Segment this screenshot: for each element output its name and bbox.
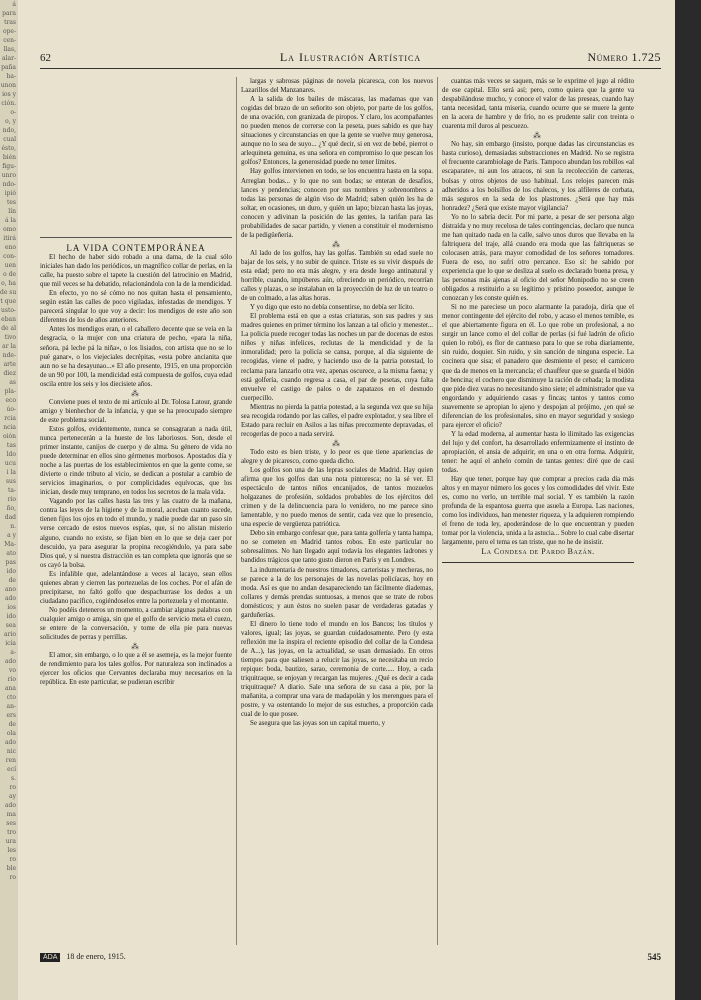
- margin-fragment: ucu: [4, 460, 16, 467]
- paragraph: Se asegura que las joyas son un capital muerto, y: [250, 720, 386, 728]
- margin-fragment: tro: [7, 829, 16, 836]
- paragraph: Vagando por las calles hasta las tres y las cuatro de la mañana, contra las leyes de la higiene y de la moral, acechan cuanto sucede, tienen fijos los ojos en todo el mundo, y nadie puede dar un paso sin verse cercado de estos nuevos espías, que, si no alistan misterio alguno, cuando no existe, se fijan bien en lo que se deja caer por descuido, ya para asegurar la propina recogiéndolo, ya para sabe Dios qué, y si nuestra distracción es tan completa que ignorás que se os cayó la bolsa.: [40, 498, 232, 569]
- column-3: [442, 77, 634, 945]
- paragraph: Estos golfos, evidentemente, nunca se consagraran a nada útil, nunca pertenecerán a la hueste de los laboriosos. Son, desde el primer instante, canijos de cuerpo y de alma. Su género de vida no puede determinar en ellos sino gérmenes morbosos. Apostados día y noche a las puertas de los establecimientos en que la gente come, se divierte o rinde tributo al vicio, se dedican a postular a cambio de servicios imaginarios, o por complicidades equívocas, que los inician, desde muy temprano, en todos los secretos de la mala vida.: [40, 425, 232, 497]
- paragraph: cuantas más veces se saquen, más se le exprime el jugo al rédito de ese capital. Ello será así; pero, como quiera que la gente va despabilándose mucho, y conoce el valor de las preseas, cuando hay tanta necesidad, tanta miseria, cuando ocurre que se muere la gente en la acera de hambre y de frío, no es prudente salir con treinta o cuarenta mil duros al pescuezo.: [442, 78, 634, 131]
- paragraph-group: [241, 448, 433, 728]
- margin-fragment: eban: [1, 316, 16, 323]
- margin-fragment: icía: [5, 640, 16, 647]
- margin-fragment: ncia: [3, 424, 16, 431]
- issue-badge: ÁDA: [40, 953, 60, 962]
- margin-fragment: tas: [6, 442, 16, 449]
- margin-fragment: de al: [1, 325, 16, 332]
- margin-fragment: o-: [10, 109, 16, 116]
- margin-fragment: ma: [6, 811, 16, 818]
- margin-fragment: ta-: [7, 487, 16, 494]
- column-1: [40, 77, 232, 945]
- column-rule: [437, 77, 438, 945]
- margin-fragment: llas,: [3, 46, 16, 53]
- margin-fragment: ción.: [1, 100, 16, 107]
- margin-fragment: ble: [6, 865, 16, 872]
- paragraph: Y yo digo que esto no debía consentirse, no debía ser lícito.: [250, 304, 415, 312]
- paragraph-group: [40, 651, 232, 687]
- margin-fragment: itirá: [3, 235, 16, 242]
- paragraph: La indumentaria de nuestros timadores, carteristas y mecheras, no se parece a la de los personajes de las novelas policíacas, hoy en moda. Así es que no andan desapareciendo tan fácilmente diademas, collares y demás prendas suntuosas, a menos que se trate de robos domésticos; y aun éstos no suelen pasar de verdaderas gatadas y garduñerías.: [241, 566, 433, 619]
- margin-fragment: ura: [5, 838, 16, 845]
- margin-fragment: eno: [4, 244, 16, 251]
- margin-fragment: i la: [6, 469, 16, 476]
- paragraph: Conviene pues el texto de mi artículo al Dr. Tolosa Latour, grande amigo y bienhechor de la infancia, y que se ha preocupado siempre de este problema social.: [40, 398, 232, 424]
- margin-fragment: cto: [6, 694, 16, 701]
- column-2: [241, 77, 433, 945]
- margin-fragment: ro: [9, 874, 16, 881]
- margin-fragment: ses: [6, 820, 16, 827]
- margin-fragment: ado: [4, 739, 16, 746]
- publication-title: La Ilustración Artística: [279, 50, 422, 64]
- margin-fragment: con-: [3, 253, 16, 260]
- margin-fragment: ato: [6, 550, 16, 557]
- margin-fragment: paña: [1, 64, 16, 71]
- margin-fragment: nic: [6, 748, 16, 755]
- section-title: LA VIDA CONTEMPORÁNEA: [66, 243, 206, 253]
- margin-fragment: ro: [9, 856, 16, 863]
- page-number: 62: [40, 52, 51, 64]
- scan-border: [675, 0, 701, 1000]
- margin-fragment: ana: [4, 685, 16, 692]
- margin-fragment: úo-: [6, 406, 16, 413]
- margin-fragment: vo: [8, 667, 16, 674]
- margin-fragment: á la: [5, 217, 16, 224]
- margin-fragment: tras: [4, 19, 16, 26]
- margin-fragment: arte: [3, 361, 16, 368]
- margin-fragment: alar-: [2, 55, 16, 62]
- margin-fragment: ha-: [6, 73, 16, 80]
- margin-fragment: tivo: [4, 334, 16, 341]
- margin-fragment: lín: [8, 208, 16, 215]
- margin-fragment: figu-: [2, 163, 16, 170]
- margin-fragment: eco: [5, 397, 16, 404]
- asterism: ⁂: [131, 388, 141, 398]
- paragraph: Todo esto es bien triste, y lo peor es que tiene apariencias de alegre y de picaresco, como queda dicho.: [241, 448, 433, 465]
- margin-fragment: ren: [5, 757, 16, 764]
- margin-fragment: pas: [5, 559, 16, 566]
- margin-fragment: dad: [4, 514, 16, 521]
- margin-fragment: rcia: [4, 415, 16, 422]
- adjacent-page-edge: [0, 0, 19, 1000]
- margin-fragment: ario: [4, 631, 16, 638]
- paragraph: Es infalible que, adelantándose a veces al lacayo, sean ellos quienes abran y cierren las portezuelas de los coches. Por el afán de precipitarse, no faltó golfo que despachurrase los dedos a un ciudadano pacífico, cogiéndoselos entre la portezuela y el montante.: [40, 570, 232, 605]
- paragraph: El dinero lo tiene todo el mundo en los Bancos; los títulos y valores, igual; las joyas, se guardan cuidadosamente. Pero (y esta reflexión me la inspira el reciente episodio del collar de la Condesa de A...), las joyas, en la actualidad, se usan demasiado. En otros tiempos para que saliesen a relucir las joyas, se necesitaba un recio repique: boda, bautizo, sarao, ceremonia de corte..... Hoy, a cada triquitraque, se enjoyan y recargan las mujeres. ¿Qué es decir a cada triquitraque? A diario. Sale una señora de su casa a pie, por la mañanita, a comprar una vara de madapolán y los merengues para el postre, y va ostentando lo mejor de sus estuches, a proporción cada cual de lo que posee.: [241, 620, 433, 719]
- margin-fragment: a y: [7, 532, 16, 539]
- margin-fragment: ios y: [2, 91, 16, 98]
- column-rule: [236, 77, 237, 945]
- paragraph: Si no me pareciese un poco alarmante la paradoja, diría que el menor contingente del ejército del robo, y acaso el menos temible, es el que abiertamente figura en él. Lo que robe un profesional, a no surgir un lance como el del collar de perlas (si fué ladrón de oficio quien lo robó), es flor de cantueso para lo que se roba diariamente, sin ruido, doquier. Sin ruido, y sin sanción de ninguna especie. La cocinera que sisa; el panadero que desmiente el peso; el carnicero que da de menos en la mercancía; el chauffeur que se guarda el bidón de bencina; el cochero que disminuye la ración de cebada; la modista que pide diez varas no necesitando sino siete; el administrador que va engordando y adquiriendo casas y fincas; tantos y tantos como suavemente se apropian lo ajeno y despojan al prójimo, ¿en qué se diferencian de los profesionales, sino en mayor seguridad y sosiego para ejercer el oficio?: [442, 304, 634, 429]
- paragraph: A la salida de los bailes de máscaras, las madamas que van cogidas del brazo de un señorito son objeto, por parte de los golfos, de una ovación, con granizada de piropos. Y claro, los acompañantes no pueden menos de correrse con la peseta, pues sabido es que hay situaciones y circunstancias en que la gente se vuelve muy generosa, aunque no lo sea de suyo... ¿Y qué decir, si en vez de bebé, pierrot o arlequineta genuina, es una señora en compromiso lo que pescan los golfos? Entonces, la generosidad puede no tener límites.: [241, 96, 433, 167]
- paragraph: El problema está en que a estas criaturas, son sus padres y sus madres quienes en primer término los lanzan a tal oficio y menester... La policía puede recoger todas las noches un par de docenas de estos niños y niñas infelices, reclutas de la mendicidad y de la inmoralidad; pero la policía se cansa, porque, al día siguiente de recogidas, viene el padre, y haciendo uso de la patria potestad, lo reclama para lanzarlo otra vez, apenas oscurece, a la misma faena; y está golfería, cuando regresa a casa, el par de pesetas, cuya falta envuelve el castigo de palos o de zapatazos en el desnudo cuerpecillo.: [241, 313, 433, 402]
- margin-fragment: ldo: [6, 451, 16, 458]
- margin-fragment: de: [8, 721, 16, 728]
- margin-fragment: cual: [3, 136, 16, 143]
- magazine-page: [18, 0, 701, 1000]
- margin-fragment: t que: [0, 298, 16, 305]
- margin-fragment: ers: [6, 712, 16, 719]
- signature-rule: [442, 562, 634, 563]
- margin-fragment: unon: [0, 82, 16, 89]
- margin-fragment: sus: [5, 478, 16, 485]
- paragraph: El hecho de haber sido robado a una dama, de la cual sólo iniciales han dado los periódicos, un magnífico collar de perlas, en la calle, ha puesto sobre el tapete la cuestión del latrocinio en Madrid, que mil veces se ha debatido, relacionándola con la de la mendicidad.: [40, 254, 232, 289]
- margin-fragment: ola: [6, 730, 16, 737]
- asterism: ⁂: [131, 642, 141, 652]
- running-header: [40, 48, 661, 69]
- margin-fragment: ndo,: [2, 127, 16, 134]
- margin-fragment: diez: [3, 370, 16, 377]
- margin-fragment: omo: [3, 226, 16, 233]
- paragraph: Yo no lo sabría decir. Por mi parte, a pesar de ser persona algo distraída y no muy recelosa de tales contingencias, declaro que nunca me han quitado nada en la calle, salvo unos duros que llevaba en la faltriquera del traje, allá cuando era moda que las faltriqueras se colocasen atrás, para mayor comodidad de los señores tomadores. Fuera de eso, no sufrí otro percance. Eso sí: he sabido por experiencia que lo que se desliza al suelo es declarado buena presa, y las personas más ajenas al oficio del señor Monipodio no se creen obligados a restituirlo a su legítimo y prístino poseedor, aunque le conozcan y les conste quién es.: [442, 213, 634, 303]
- margin-fragment: unro: [1, 172, 16, 179]
- margin-fragment: Ma-: [4, 541, 16, 548]
- margin-fragment: ecí: [7, 766, 16, 773]
- paragraph-group: [442, 77, 634, 131]
- margin-fragment: uen: [4, 262, 16, 269]
- margin-fragment: ado: [4, 802, 16, 809]
- author-signature: La Condesa de Pardo Bazán.: [481, 547, 595, 557]
- paragraph-group: [40, 253, 232, 389]
- margin-fragment: para: [2, 10, 16, 17]
- asterism: ⁂: [332, 438, 342, 448]
- paragraph: No hay, sin embargo (insisto, porque dadas las circunstancias es hasta curioso), demasiadas substracciones en Madrid. No se registra el frecuente carambiolage de París. Tampoco abundan los robillos «al escaparate», ni aun los atracos, ni sun la recolección de carteras, bolsas y otros objetos de uso habitual. Los relojes parecen más adheridos a los bolsillos de los chalecos, y los alfileres de corbata, más seguros en la seda de los plastrones. ¿Será que hay más honradez? ¿Será que existe mayor vigilancia?: [442, 141, 634, 212]
- page-footer: [40, 952, 661, 966]
- margin-fragment: s.: [11, 775, 16, 782]
- margin-fragment: ido: [6, 613, 16, 620]
- margin-fragment: ido: [6, 568, 16, 575]
- margin-fragment: o, y: [5, 118, 16, 125]
- paragraph-group: [241, 249, 433, 439]
- margin-fragment: ro: [9, 784, 16, 791]
- section-rule: [40, 237, 232, 238]
- paragraph: En efecto, yo no sé cómo no nos quitan hasta el pensamiento, según están las calles de poco vigiladas, infestadas de mendigos. Y parecerá singular lo que voy a decir: los mendigos de este año son diferentes de los de años anteriores.: [40, 290, 232, 325]
- paragraph: Debo sin embargo confesar que, para tanta golfería y tanta hampa, no se cometen en Madrid tantos robos. En este particular no sobresalimos. No han llegado aquí todavía los elegantes ladrones y bandidos trágicos que tanto gusto dieron en París y en Londres.: [241, 530, 433, 565]
- paragraph: Antes los mendigos eran, o el caballero decente que se veía en la desgracia, o la mujer con una criatura de pecho, «para la niña, señora, pá leche pá la niña», o los lisiados, con artista que no se lo pué ganar», o los viejeciales decrépitas, «esta pobre ancianita que aun no se ha desayunao...» El año presente, 1915, en una proporción de un 90 por 100, la mendicidad está compuesta de golfos, cuya edad oscila entre los seis y los diecisiete años.: [40, 326, 232, 388]
- margin-fragment: as: [9, 379, 16, 386]
- margin-fragment: pla-: [4, 388, 16, 395]
- paragraph-group: [241, 77, 433, 240]
- margin-fragment: ope-: [2, 28, 16, 35]
- margin-fragment: á: [12, 1, 16, 8]
- margin-fragment: bién: [2, 154, 16, 161]
- margin-fragment: ay: [9, 793, 16, 800]
- margin-fragment: rio: [7, 496, 16, 503]
- margin-fragment: sea: [5, 622, 16, 629]
- paragraph: Hay que tener, porque hay que comprar a precios cada día más altos y en mayor número los goces y los comodidades del vivir. Este es, como no verlo, un terrible mal social. Y es también la razón profunda de la espantosa guerra que asuela a Europa. Las naciones, como los individuos, han menester riqueza, y la adquieren rompiendo el freno de toda ley, apoderándose de lo que encuentran y pueden tomar por la violencia, unida a la astucia... Sobre lo cual cabe disertar largamente, pero el tema es tan triste, que no he de insistir.: [442, 476, 634, 547]
- paragraph: El amor, sin embargo, o lo que a él se asemeja, es la mejor fuente de rendimiento para los tales golfos. Por naturaleza son inclinados a ejercer los oficios que Cervantes declaraba muy necesarios en la república. En este particular, se pudieran escribir: [40, 652, 232, 687]
- margin-fragment: n.: [10, 523, 16, 530]
- margin-fragment: ipió: [4, 190, 16, 197]
- margin-fragment: oión: [2, 433, 16, 440]
- margin-fragment: tes: [6, 199, 16, 206]
- margin-fragment: usto-: [1, 307, 16, 314]
- margin-fragment: rio: [7, 676, 16, 683]
- margin-fragment: ano: [4, 586, 16, 593]
- paragraph: Y la edad moderna, al aumentar hasta lo ilimitado las exigencias del lujo y del confort, ha desarrollado enfermizamente el instinto de apropiación, el ansia de adquirir, en una o en otra forma. Adquirir, tener: he aquí el anhelo común de tantas gentes: diré que de casi todas.: [442, 430, 634, 475]
- issue-number: Número 1.725: [587, 50, 661, 64]
- margin-fragment: ios: [7, 604, 16, 611]
- margin-fragment: de: [8, 577, 16, 584]
- margin-fragment: ar la: [2, 343, 16, 350]
- paragraph: Los golfos son una de las lepras sociales de Madrid. Hay quien afirma que los golfos dan una nota pintoresca; no la sé ver. El espectáculo de tantos niños encanijados, de tantos mozuelos holgazanes de profesión, soldados probables de los ejércitos del crimen y de la delincuencia para lo venidero, no me parece sino lamentable, y no puedo menos de sentir, cada vez que lo presencio, una especie de vergüenza patriótica.: [241, 467, 433, 529]
- asterism: ⁂: [332, 239, 342, 249]
- paragraph: Al lado de los golfos, hay las golfas. También su edad suele no bajar de los seis, y no subir de quince. Triste es su vivir después de esta edad; pero no era más alegre, y era desde luego antinatural y horrible, cuando, impúberes aún, ofreciendo un periódico, recorrían calles y plazas, o se instalaban en la proyección de luz de un teatro o de un colmado, a las altas horas.: [241, 249, 433, 303]
- margin-fragment: a-: [10, 649, 16, 656]
- paragraph-group: [40, 398, 232, 642]
- margin-fragment: les: [7, 847, 16, 854]
- margin-fragment: ño,: [6, 505, 16, 512]
- margin-fragment: an-: [6, 703, 16, 710]
- margin-fragment: de su: [0, 289, 17, 296]
- margin-fragment: o de: [3, 271, 16, 278]
- margin-fragment: o, ha: [1, 280, 16, 287]
- paragraph: largas y sabrosas páginas de novela picaresca, con los nuevos Lazarillos del Manzanares.: [241, 78, 433, 95]
- margin-fragment: ndo-: [2, 181, 16, 188]
- paragraph-group: [442, 140, 634, 547]
- margin-fragment: ado: [4, 658, 16, 665]
- margin-fragment: nde-: [2, 352, 16, 359]
- margin-fragment: ésto,: [1, 145, 16, 152]
- folio-number: 545: [647, 952, 661, 962]
- asterism: ⁂: [533, 131, 543, 141]
- paragraph: Mientras no pierda la patria potestad, a la segunda vez que su hija sea recogida rodando por las calles, el padre explotador, y sea libre el Estado para recluir en Asilos a las niñas precozmente depravadas, el recogerlas de poco a nada servirá.: [241, 403, 433, 438]
- issue-date: 18 de enero, 1915.: [66, 952, 126, 961]
- margin-fragment: ado: [4, 595, 16, 602]
- paragraph: No podéis deteneros un momento, a cambiar algunas palabras con cualquier amigo o amiga, sin que el golfo de servicio meta el cuezo, se entere de la conversación, y tome de ella pie para nuevas solicitudes de perras y perrillas.: [40, 606, 232, 642]
- paragraph: Hay golfos intervienen en todo, se los encuentra hasta en la sopa. Arreglan bodas... y lo que no son bodas; se enteran de desafíos, lances y pendencias; conocen por sus nombres y sobrenombres a todas las personas de algún viso de Madrid; saben quién les ha de soltar, en ocasiones, un duro, y quién un lapo; bizcan hasta las joyas, conocen y adivinan la posición de las gentes, la tarifan para las probabilidades de sacar partido, y vienen a constituir el modernismo de la pedigüeñería.: [241, 168, 433, 239]
- margin-fragment: cen-: [3, 37, 16, 44]
